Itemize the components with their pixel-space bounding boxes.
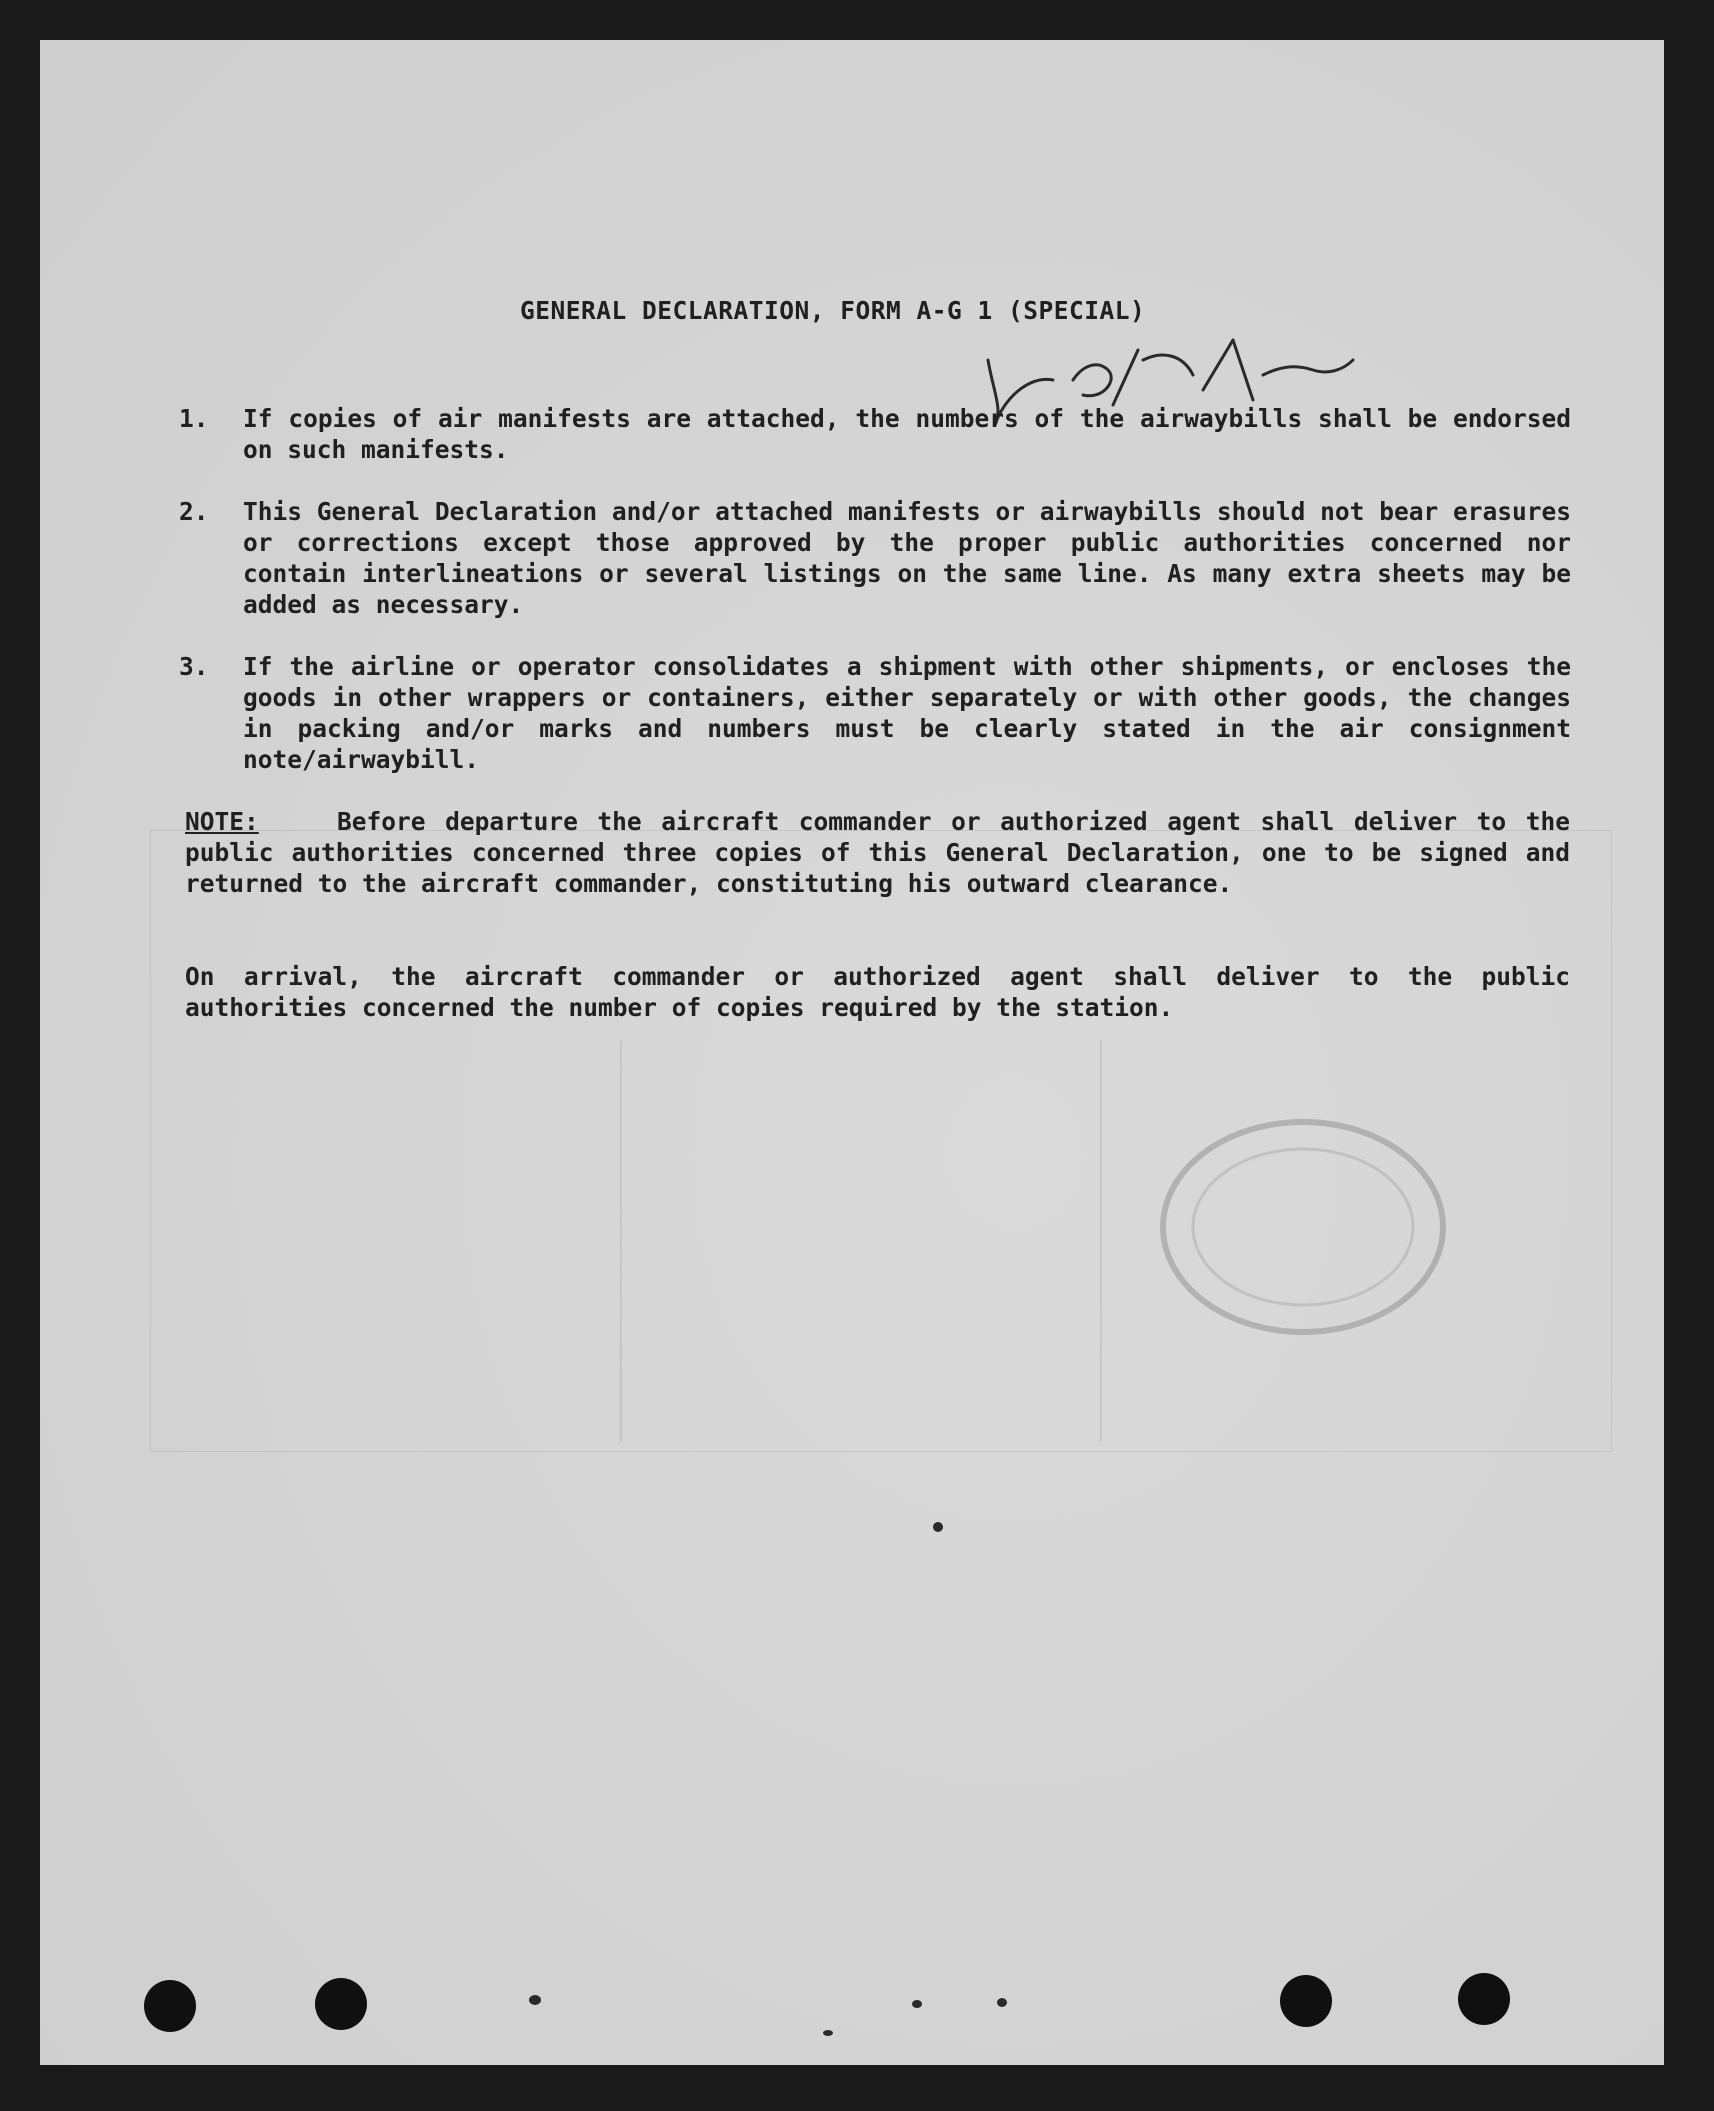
faded-stamp-seal [1153, 1112, 1453, 1342]
list-item-text: If the airline or operator consolidates a shipment with other shipments, or encloses the goods in other wrappers or containers, either separately or with other goods, the changes in packing and/or marks and numbers must be clearly stated in the air consignment note/airwaybill. [243, 652, 1571, 774]
punch-hole-right-2 [1458, 1973, 1510, 2025]
document-page [40, 40, 1664, 2065]
note-text: Before departure the aircraft commander or authorized agent shall deliver to the public authorities concerned three copies of this General Declaration, one to be signed and returned to the aircraft commander, constituting his outward clearance. [185, 807, 1570, 898]
speck [912, 2000, 922, 2008]
bleed-through-column [620, 1040, 622, 1442]
note-paragraph [185, 806, 1570, 899]
note-label: NOTE: [185, 807, 259, 836]
list-item-text: If copies of air manifests are attached, the numbers of the airwaybills shall be endorsed on such manifests. [243, 404, 1571, 464]
speck [997, 1998, 1007, 2007]
punch-hole-left-1 [144, 1980, 196, 2032]
list-item-text: This General Declaration and/or attached manifests or airwaybills should not bear erasures or corrections except those approved by the proper public authorities concerned nor contain interlineations or several listings on the same line. As many extra sheets may be added as necessary. [243, 497, 1571, 619]
list-item-number: 3. [179, 652, 209, 681]
speck [933, 1522, 943, 1532]
list-item-number: 2. [179, 497, 209, 526]
page-title: GENERAL DECLARATION, FORM A-G 1 (SPECIAL) [520, 296, 1146, 325]
bleed-through-column [1100, 1040, 1102, 1442]
speck [823, 2030, 833, 2036]
arrival-paragraph: On arrival, the aircraft commander or authorized agent shall deliver to the public authorities concerned the number of copies required by the station. [185, 962, 1570, 1022]
speck [529, 1995, 541, 2005]
punch-hole-right-1 [1280, 1975, 1332, 2027]
punch-hole-left-2 [315, 1978, 367, 2030]
list-item-number: 1. [179, 404, 209, 433]
